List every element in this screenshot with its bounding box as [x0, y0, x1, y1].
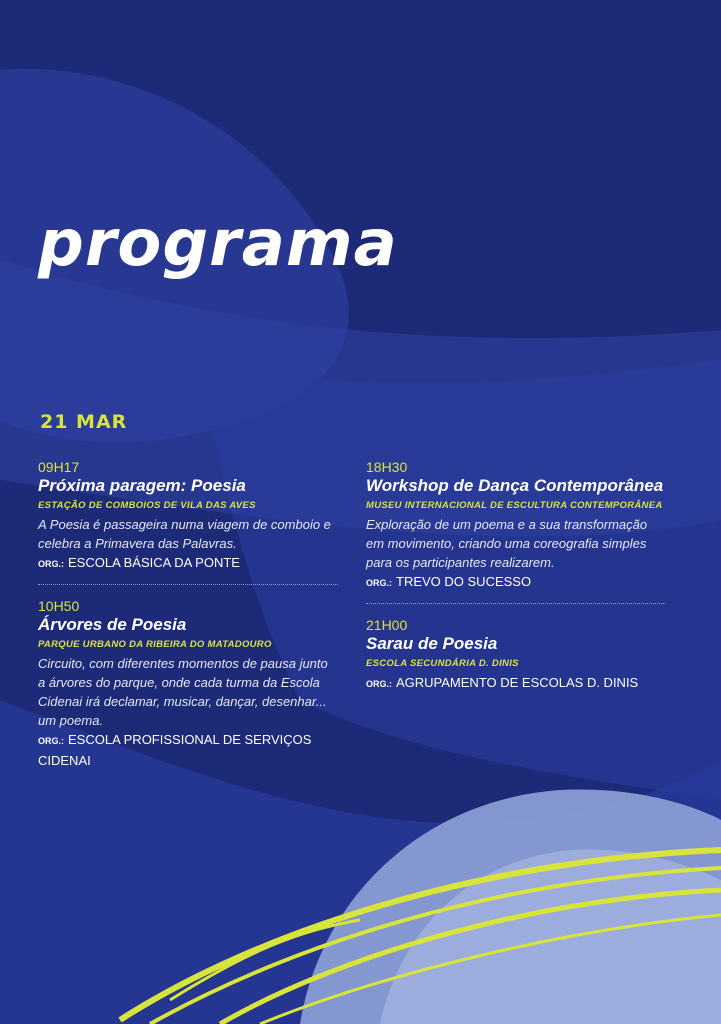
page-title: programa — [38, 207, 398, 281]
event-venue: PARQUE URBANO DA RIBEIRA DO MATADOURO — [38, 639, 272, 650]
date-heading: 21 MAR — [40, 411, 128, 433]
event-venue: MUSEU INTERNACIONAL DE ESCULTURA CONTEMPORÂNEA — [366, 500, 663, 511]
event-organizer — [366, 673, 666, 694]
org-label: ORG.: — [38, 736, 64, 746]
events-column-right — [366, 458, 666, 704]
event-venue: ESTAÇÃO DE COMBOIOS DE VILA DAS AVES — [38, 500, 256, 511]
event-organizer — [38, 553, 338, 574]
event-item — [366, 458, 666, 603]
event-organizer — [366, 572, 666, 593]
event-title: Workshop de Dança Contemporânea — [366, 476, 664, 495]
events-column-left — [38, 458, 338, 781]
event-time: 21H00 — [366, 617, 408, 633]
event-description: Circuito, com diferentes momentos de pausa junto a árvores do parque, onde cada turma da Escola Cidenai irá declamar, musicar, dançar, desenhar... um poema. — [38, 656, 328, 728]
organizer-name: TREVO DO SUCESSO — [396, 574, 532, 589]
org-label: ORG.: — [38, 559, 64, 569]
event-description: A Poesia é passageira numa viagem de comboio e celebra a Primavera das Palavras. — [38, 517, 331, 551]
event-venue: ESCOLA SECUNDÁRIA D. DINIS — [366, 658, 519, 669]
organizer-name: ESCOLA BÁSICA DA PONTE — [68, 555, 240, 570]
event-title: Sarau de Poesia — [366, 634, 498, 653]
event-time: 09H17 — [38, 459, 80, 475]
event-item — [38, 584, 338, 781]
org-label: ORG.: — [366, 578, 392, 588]
organizer-name: AGRUPAMENTO DE ESCOLAS D. DINIS — [396, 675, 639, 690]
event-organizer — [38, 730, 338, 771]
event-time: 18H30 — [366, 459, 408, 475]
org-label: ORG.: — [366, 679, 392, 689]
event-item — [38, 458, 338, 584]
event-description: Exploração de um poema e a sua transformação em movimento, criando uma coreografia simples para os participantes realizarem. — [366, 517, 648, 570]
event-item — [366, 603, 666, 704]
event-title: Árvores de Poesia — [38, 615, 187, 634]
event-title: Próxima paragem: Poesia — [38, 476, 246, 495]
event-time: 10H50 — [38, 598, 80, 614]
organizer-name: ESCOLA PROFISSIONAL DE SERVIÇOS CIDENAI — [38, 732, 312, 768]
